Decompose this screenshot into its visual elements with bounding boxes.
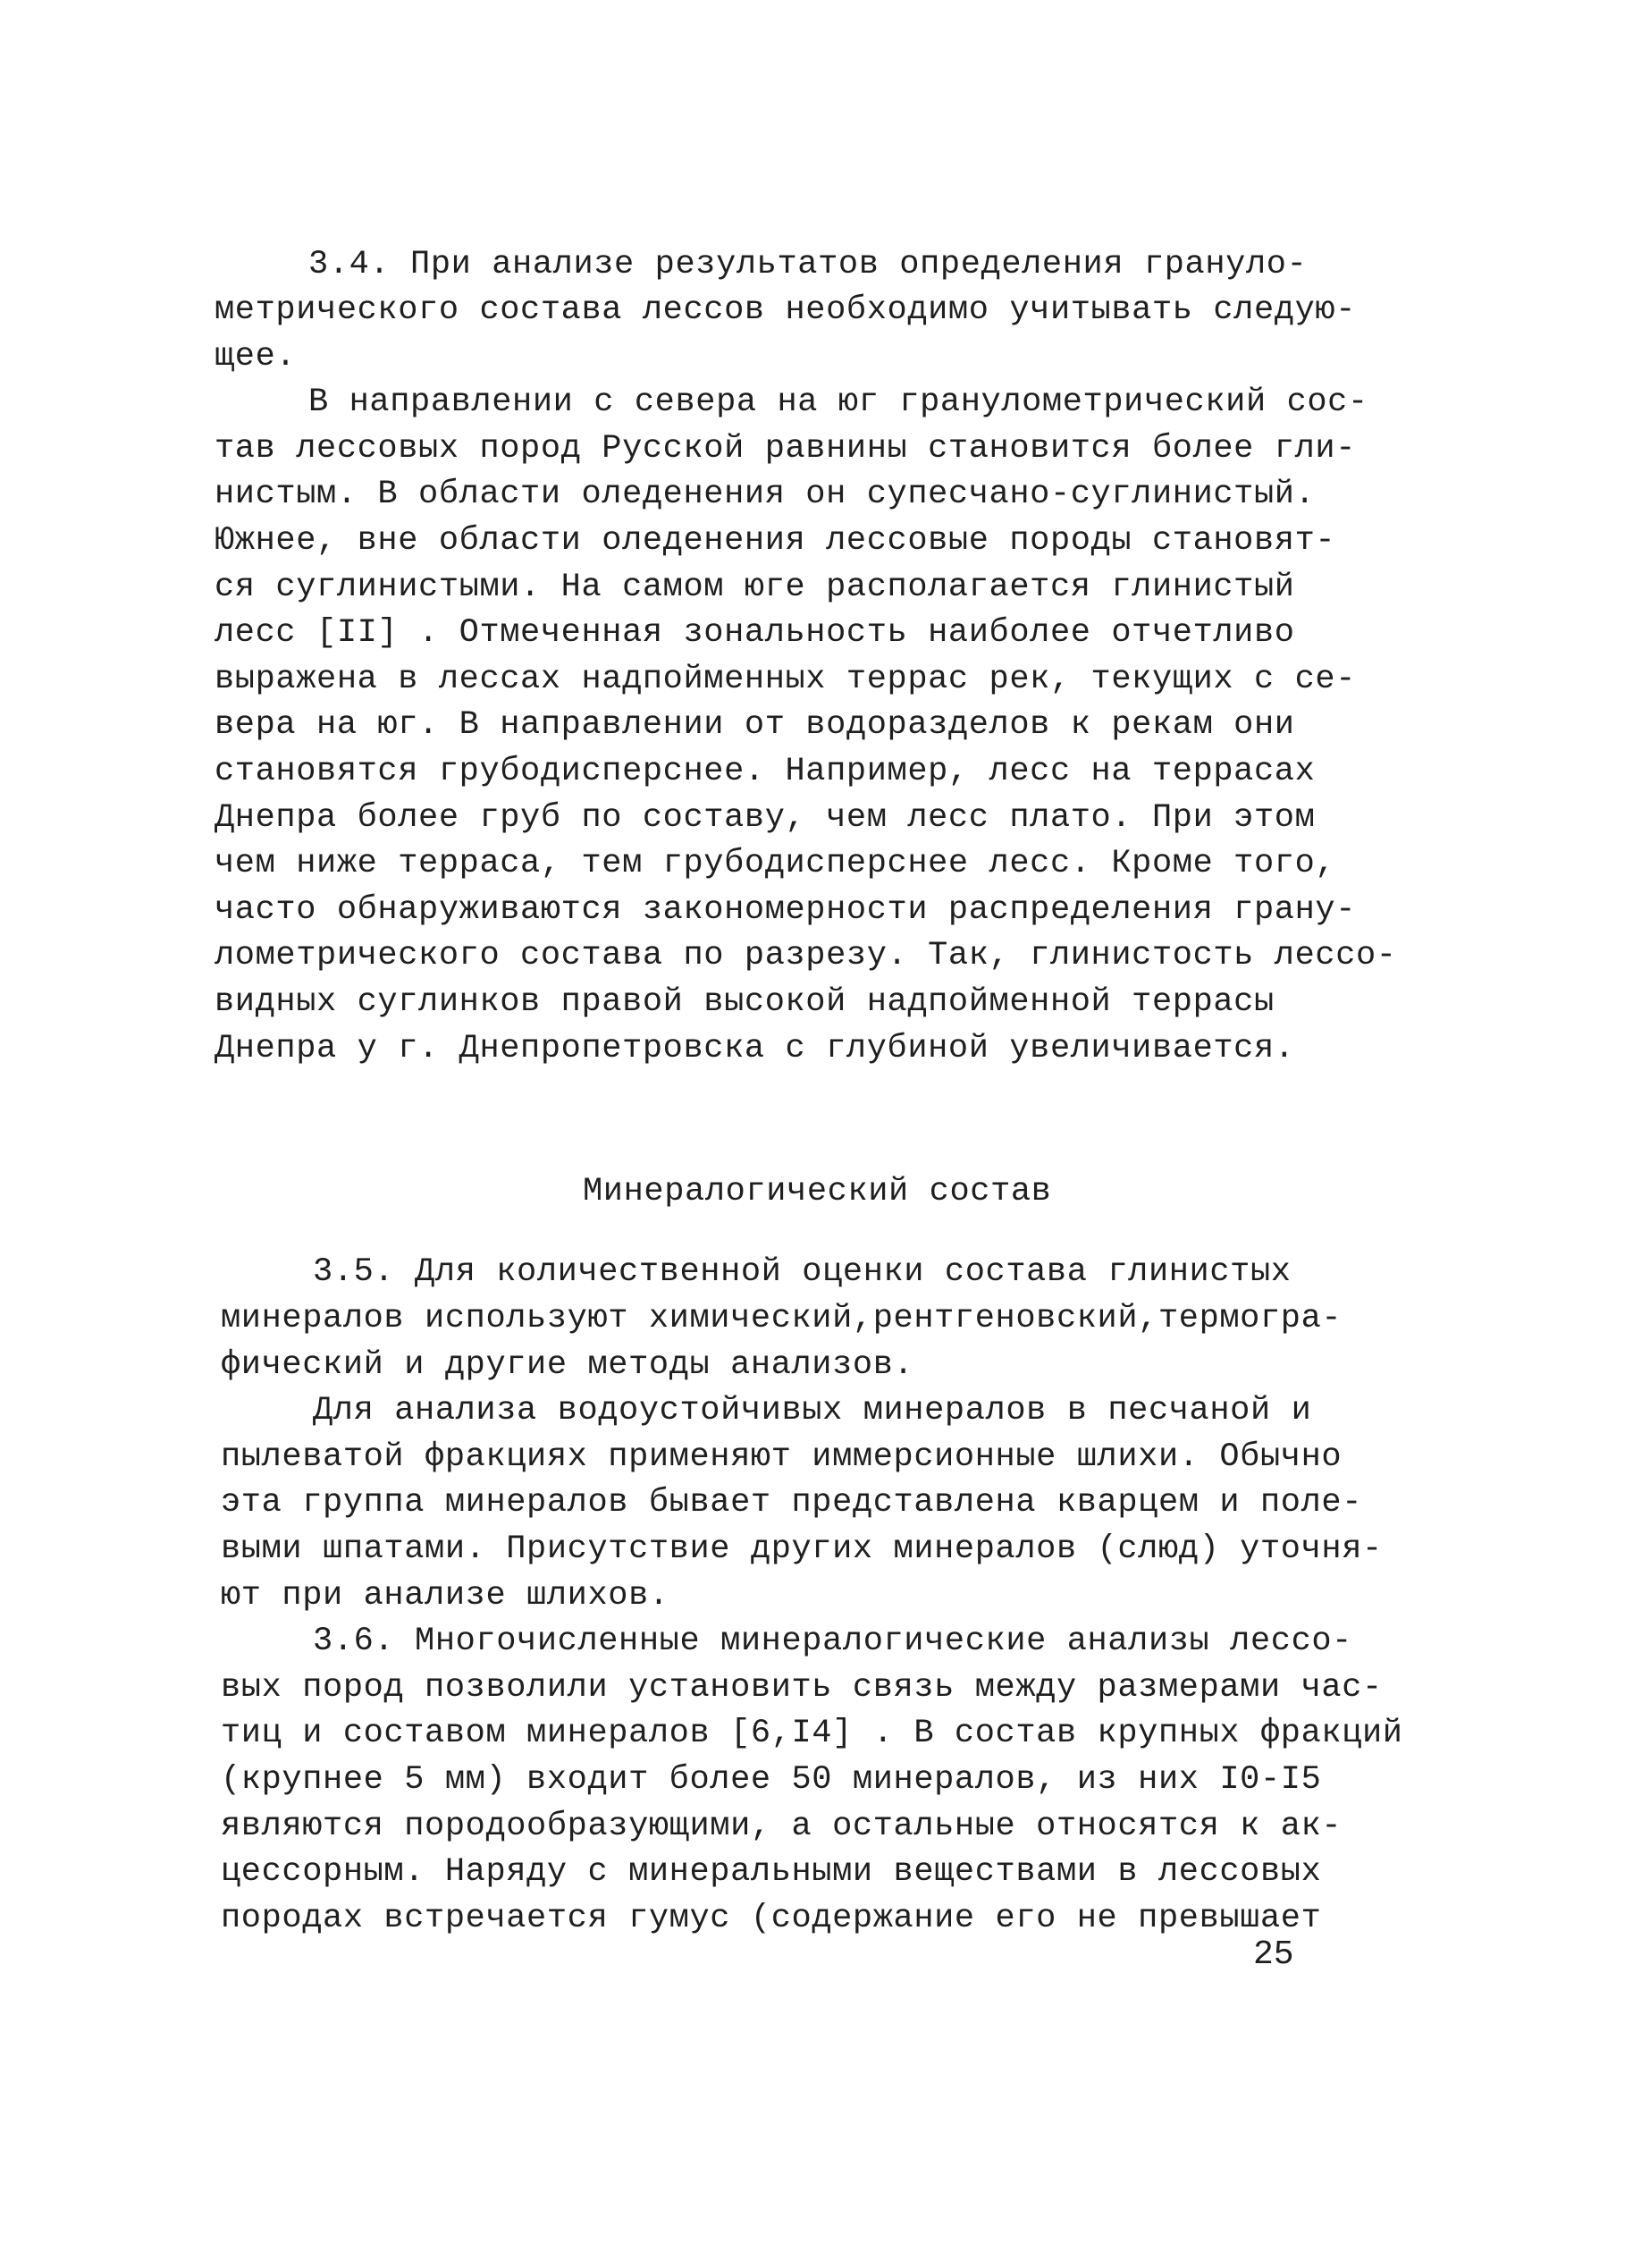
text-line: являются породообразующими, а остальные относятся к ак- xyxy=(221,1808,1343,1845)
text-line: фический и другие методы анализов. xyxy=(221,1346,914,1384)
text-line: лесс [II] . Отмеченная зональность наиболее отчетливо xyxy=(215,614,1295,652)
text-line: вера на юг. В направлении от водоразделов к рекам они xyxy=(215,706,1295,744)
text-line: щее. xyxy=(215,338,297,375)
text-line: тиц и составом минералов [6,I4] . В состав крупных фракций xyxy=(221,1715,1403,1752)
text-line: пылеватой фракциях применяют иммерсионные шлихи. Обычно xyxy=(221,1438,1343,1476)
section-heading: Минералогический состав xyxy=(583,1173,1052,1210)
text-line: ся суглинистыми. На самом юге располагается глинистый xyxy=(215,569,1295,606)
text-line: Днепра более груб по составу, чем лесс плато. При этом xyxy=(215,799,1316,837)
text-line: чем ниже терраса, тем грубодисперснее лесс. Кроме того, xyxy=(215,845,1336,882)
text-line: видных суглинков правой высокой надпойменной террасы xyxy=(215,983,1275,1021)
text-line: породах встречается гумус (содержание его не превышает xyxy=(221,1900,1322,1937)
text-line: цессорным. Наряду с минеральными веществами в лессовых xyxy=(221,1853,1322,1891)
text-line: становятся грубодисперснее. Например, лесс на террасах xyxy=(215,753,1316,790)
text-line: минералов используют химический,рентгеновский,термогра- xyxy=(221,1300,1343,1337)
text-line: выражена в лессах надпойменных террас рек, текущих с се- xyxy=(215,661,1357,698)
text-line: выми шпатами. Присутствие других минералов (слюд) уточня- xyxy=(221,1530,1383,1568)
text-line: часто обнаруживаются закономерности распределения грану- xyxy=(215,891,1357,929)
text-line: Для анализа водоустойчивых минералов в песчаной и xyxy=(313,1392,1312,1429)
text-line: 3.5. Для количественной оценки состава глинистых xyxy=(313,1253,1292,1291)
text-line: эта группа минералов бывает представлена кварцем и поле- xyxy=(221,1484,1363,1522)
text-line: вых пород позволили установить связь между размерами час- xyxy=(221,1669,1383,1707)
text-line: (крупнее 5 мм) входит более 50 минералов, из них I0-I5 xyxy=(221,1761,1322,1799)
text-line: В направлении с севера на юг гранулометрический сос- xyxy=(308,384,1368,421)
text-line: нистым. В области оледенения он супесчано-суглинистый. xyxy=(215,476,1316,513)
text-line: 3.6. Многочисленные минералогические анализы лессо- xyxy=(313,1623,1352,1660)
text-line: Южнее, вне области оледенения лессовые породы становят- xyxy=(215,522,1336,560)
text-line: метрического состава лессов необходимо учитывать следую- xyxy=(215,291,1357,329)
text-line: ют при анализе шлихов. xyxy=(221,1577,669,1615)
text-line: 3.4. При анализе результатов определения грануло- xyxy=(308,246,1308,283)
text-line: Днепра у г. Днепропетровска с глубиной увеличивается. xyxy=(215,1030,1295,1067)
text-line: лометрического состава по разрезу. Так, глинистость лессо- xyxy=(215,937,1397,974)
text-line: тав лессовых пород Русской равнины становится более гли- xyxy=(215,430,1357,468)
page-number: 25 xyxy=(1253,1935,1294,1974)
